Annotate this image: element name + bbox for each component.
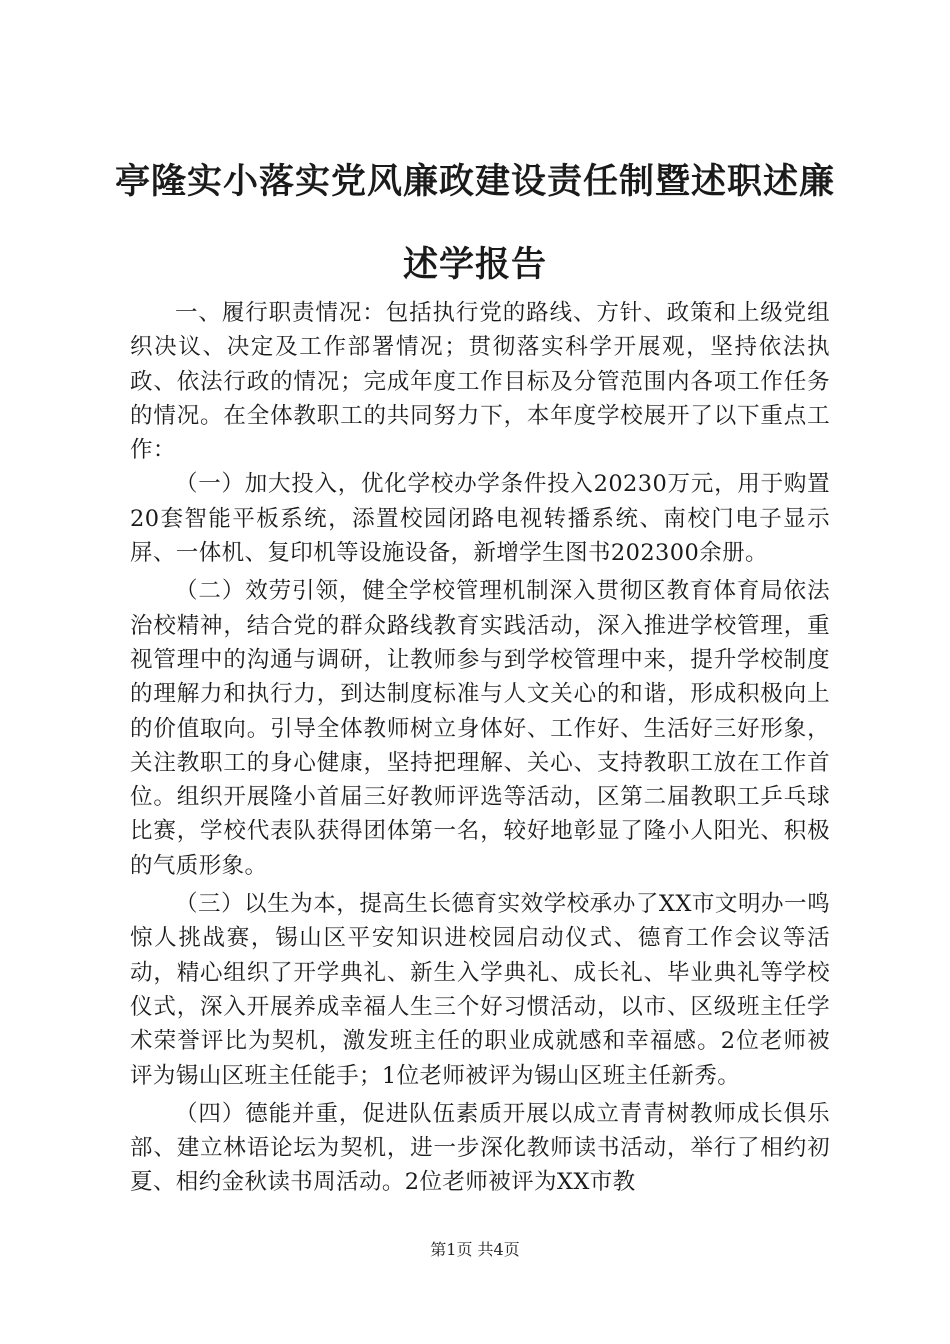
document-title-line1: 亭隆实小落实党风廉政建设责任制暨述职述廉 bbox=[114, 161, 835, 202]
paragraph-management: （二）效劳引领，健全学校管理机制深入贯彻区教育体育局依法治校精神，结合党的群众路线教育实践活动，深入推进学校管理，重视管理中的沟通与调研，让教师参与到学校管理中来，提升学校制度的理解力和执行力，到达制度标准与人文关心的和谐，形成积极向上的价值取向。引导全体教师树立身体好、工作好、生活好三好形象，关注教职工的身心健康，坚持把理解、关心、支持教职工放在工作首位。组织开展隆小首届三好教师评选等活动，区第二届教职工乒乓球比赛，学校代表队获得团体第一名，较好地彰显了隆小人阳光、积极的气质形象。 bbox=[130, 578, 830, 879]
paragraph-investment: （一）加大投入，优化学校办学条件投入20230万元，用于购置20套智能平板系统，添置校园闭路电视转播系统、南校门电子显示屏、一体机、复印机等设施设备，新增学生图书202300余册。 bbox=[130, 471, 830, 567]
page-number-footer: 第1页 共4页 bbox=[430, 1240, 520, 1259]
paragraph-moral-education: （三）以生为本，提高生长德育实效学校承办了XX市文明办一鸣惊人挑战赛，锡山区平安知识进校园启动仪式、德育工作会议等活动，精心组织了开学典礼、新生入学典礼、成长礼、毕业典礼等学校仪式，深入开展养成幸福人生三个好习惯活动，以市、区级班主任学术荣誉评比为契机，激发班主任的职业成就感和幸福感。2位老师被评为锡山区班主任能手；1位老师被评为锡山区班主任新秀。 bbox=[130, 891, 830, 1089]
document-body bbox=[130, 296, 830, 1200]
paragraph-duties: 一、履行职责情况：包括执行党的路线、方针、政策和上级党组织决议、决定及工作部署情况；贯彻落实科学开展观，坚持依法执政、依法行政的情况；完成年度工作目标及分管范围内各项工作任务的情况。在全体教职工的共同努力下，本年度学校展开了以下重点工作： bbox=[130, 300, 830, 464]
document-title-line2: 述学报告 bbox=[402, 244, 547, 285]
paragraph-teacher-team: （四）德能并重，促进队伍素质开展以成立青青树教师成长俱乐部、建立林语论坛为契机，进一步深化教师读书活动，举行了相约初夏、相约金秋读书周活动。2位老师被评为XX市教 bbox=[130, 1100, 830, 1196]
